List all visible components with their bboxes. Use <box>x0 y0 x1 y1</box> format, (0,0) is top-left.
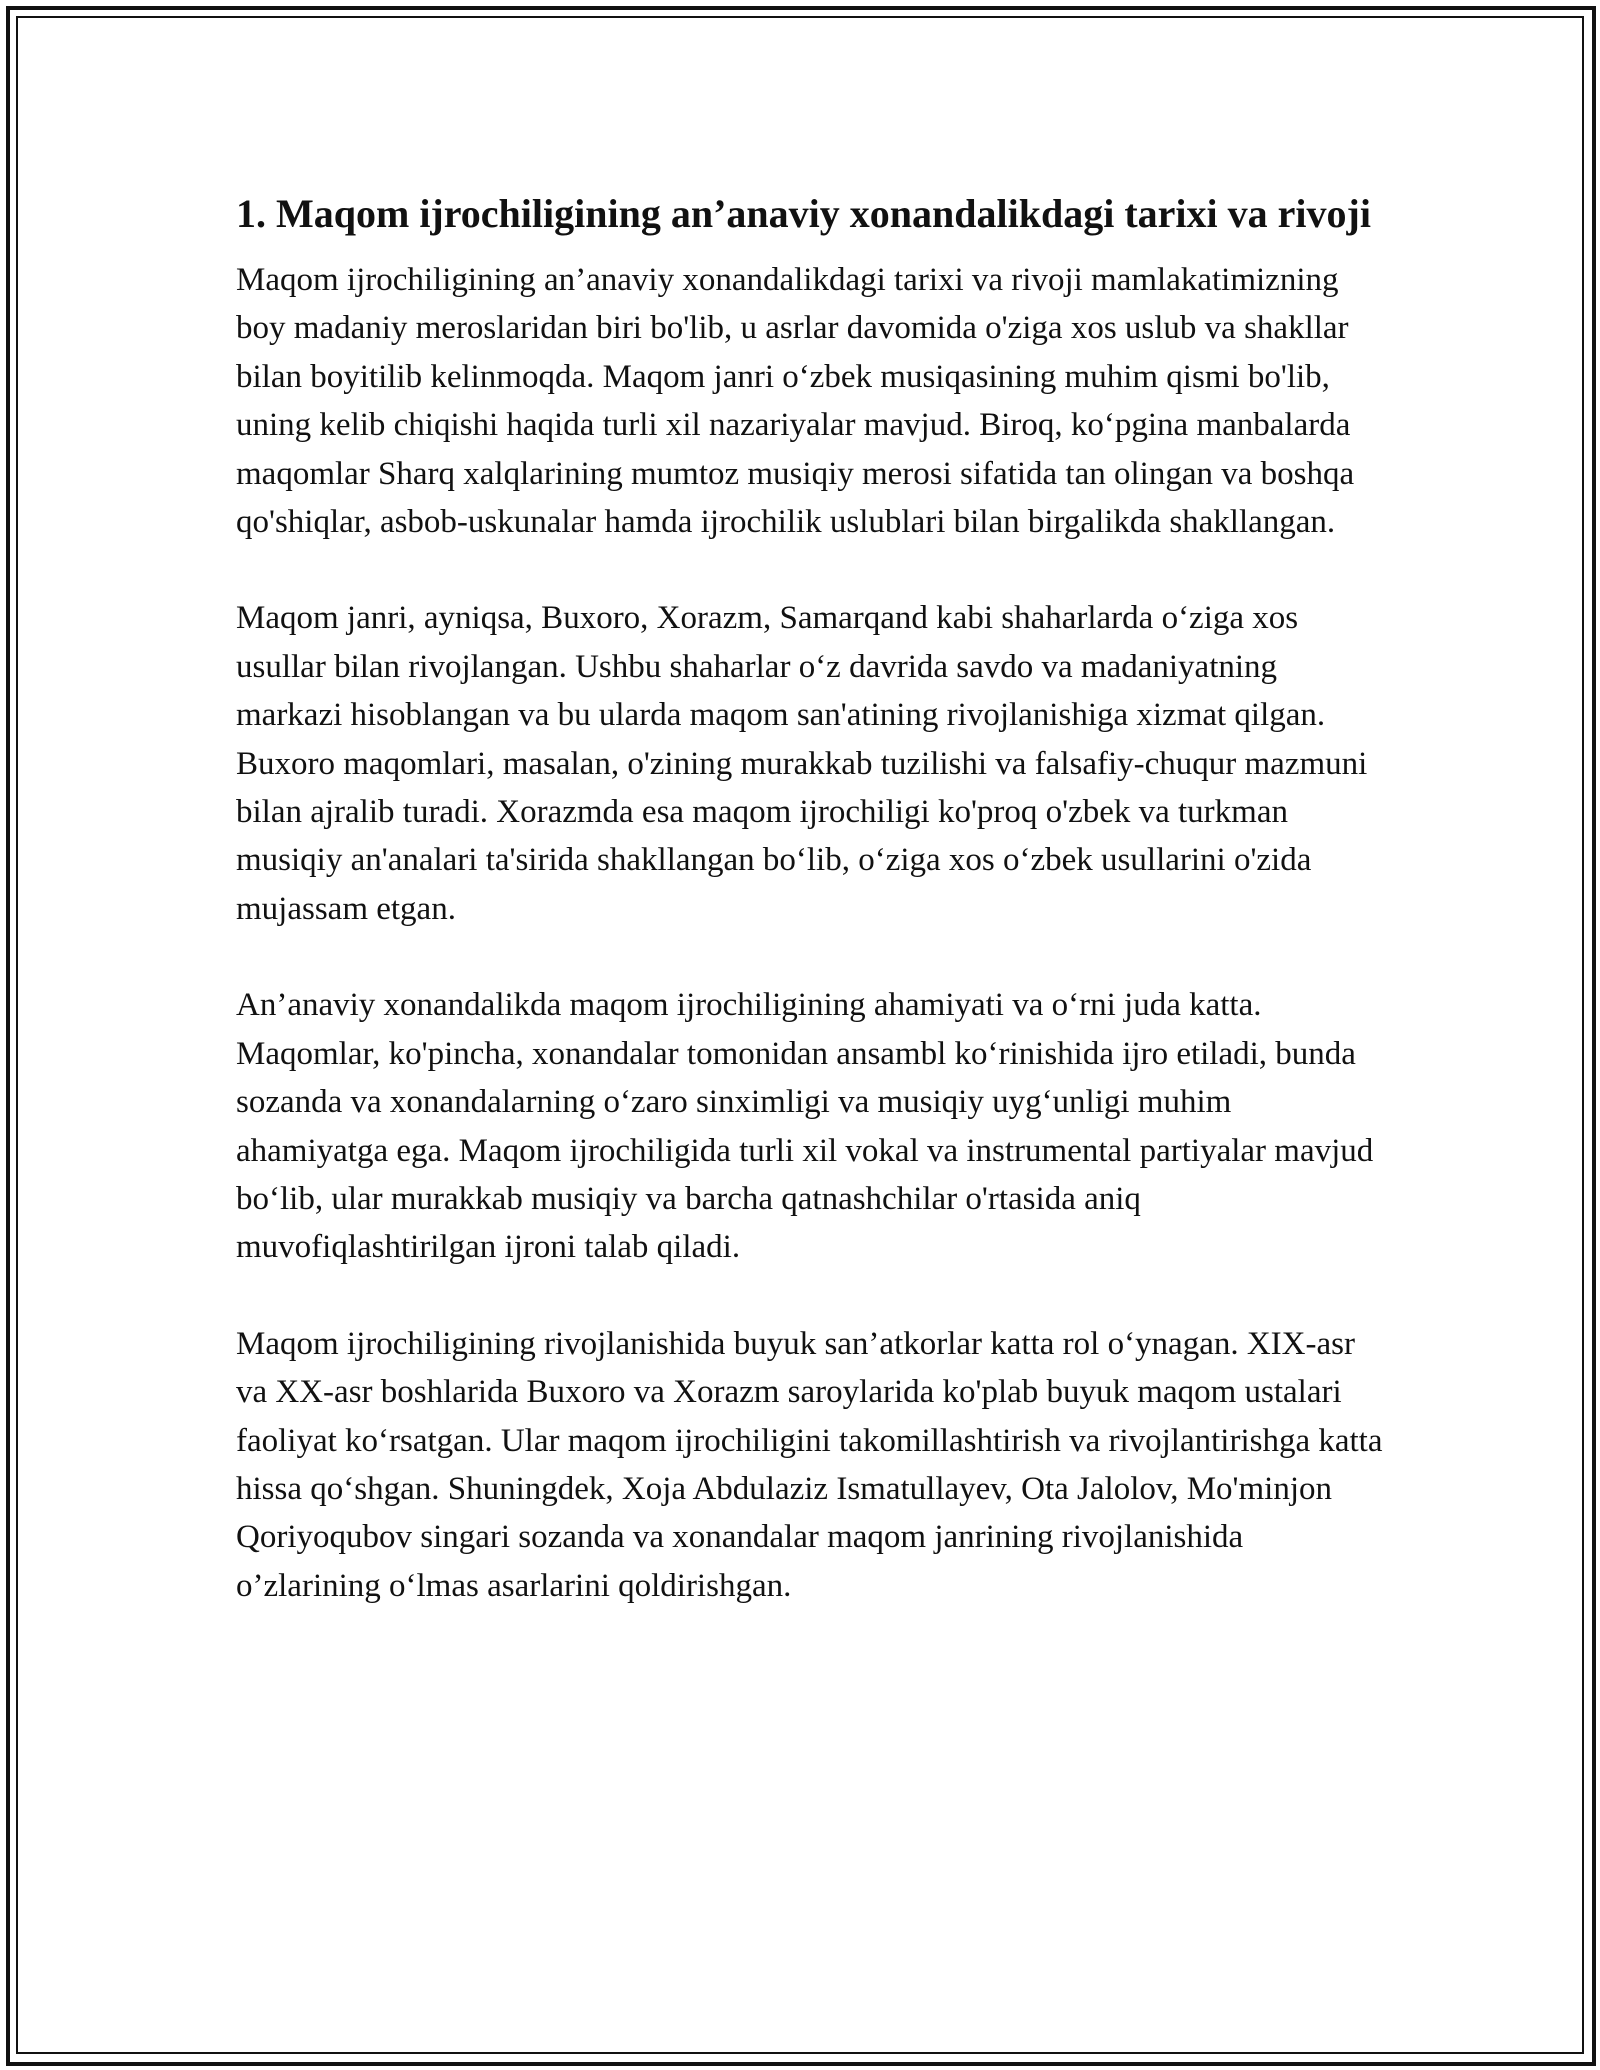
paragraph-3: An’anaviy xonandalikda maqom ijrochiligining ahamiyati va o‘rni juda katta. Maqomlar, ko'pincha, xonandalar tomonidan ansambl ko‘rinishida ijro etiladi, bunda sozanda va xonandalarning o‘zaro sinximligi va musiqiy uyg‘unligi muhim ahamiyatga ega. Maqom ijrochiligida turli xil vokal va instrumental partiyalar mavjud bo‘lib, ular murakkab musiqiy va barcha qatnashchilar o'rtasida aniq muvofiqlashtirilgan ijroni talab qiladi. <box>236 987 1374 1266</box>
section-heading: 1. Maqom ijrochiligining an’anaviy xonandalikdagi tarixi va rivoji <box>236 191 1371 236</box>
paragraph-1: Maqom ijrochiligining an’anaviy xonandalikdagi tarixi va rivoji mamlakatimizning boy madaniy meroslaridan biri bo'lib, u asrlar davomida o'ziga xos uslub va shakllar bilan boyitilib kelinmoqda. Maqom janri o‘zbek musiqasining muhim qismi bo'lib, uning kelib chiqishi haqida turli xil nazariyalar mavjud. Biroq, ko‘pgina manbalarda maqomlar Sharq xalqlarining mumtoz musiqiy merosi sifatida tan olingan va boshqa qo'shiqlar, asbob-uskunalar hamda ijrochilik uslublari bilan birgalikda shakllangan. <box>236 262 1355 541</box>
paragraph-4: Maqom ijrochiligining rivojlanishida buyuk san’atkorlar katta rol o‘ynagan. XIX-asr va XX-asr boshlarida Buxoro va Xorazm saroylarida ko'plab buyuk maqom ustalari faoliyat ko‘rsatgan. Ular maqom ijrochiligini takomillashtirish va rivojlantirishga katta hissa qo‘shgan. Shuningdek, Xoja Abdulaziz Ismatullayev, Ota Jalolov, Mo'minjon Qoriyoqubov singari sozanda va xonandalar maqom janrining rivojlanishida o’zlarining o‘lmas asarlarini qoldirishgan. <box>236 1325 1383 1604</box>
paragraph-2: Maqom janri, ayniqsa, Buxoro, Xorazm, Samarqand kabi shaharlarda o‘ziga xos usullar bilan rivojlangan. Ushbu shaharlar o‘z davrida savdo va madaniyatning markazi hisoblangan va bu ularda maqom san'atining rivojlanishiga xizmat qilgan. Buxoro maqomlari, masalan, o'zining murakkab tuzilishi va falsafiy-chuqur mazmuni bilan ajralib turadi. Xorazmda esa maqom ijrochiligi ko'proq o'zbek va turkman musiqiy an'analari ta'sirida shakllangan bo‘lib, o‘ziga xos o‘zbek usullarini o'zida mujassam etgan. <box>236 600 1368 927</box>
document-body <box>236 186 1386 1658</box>
